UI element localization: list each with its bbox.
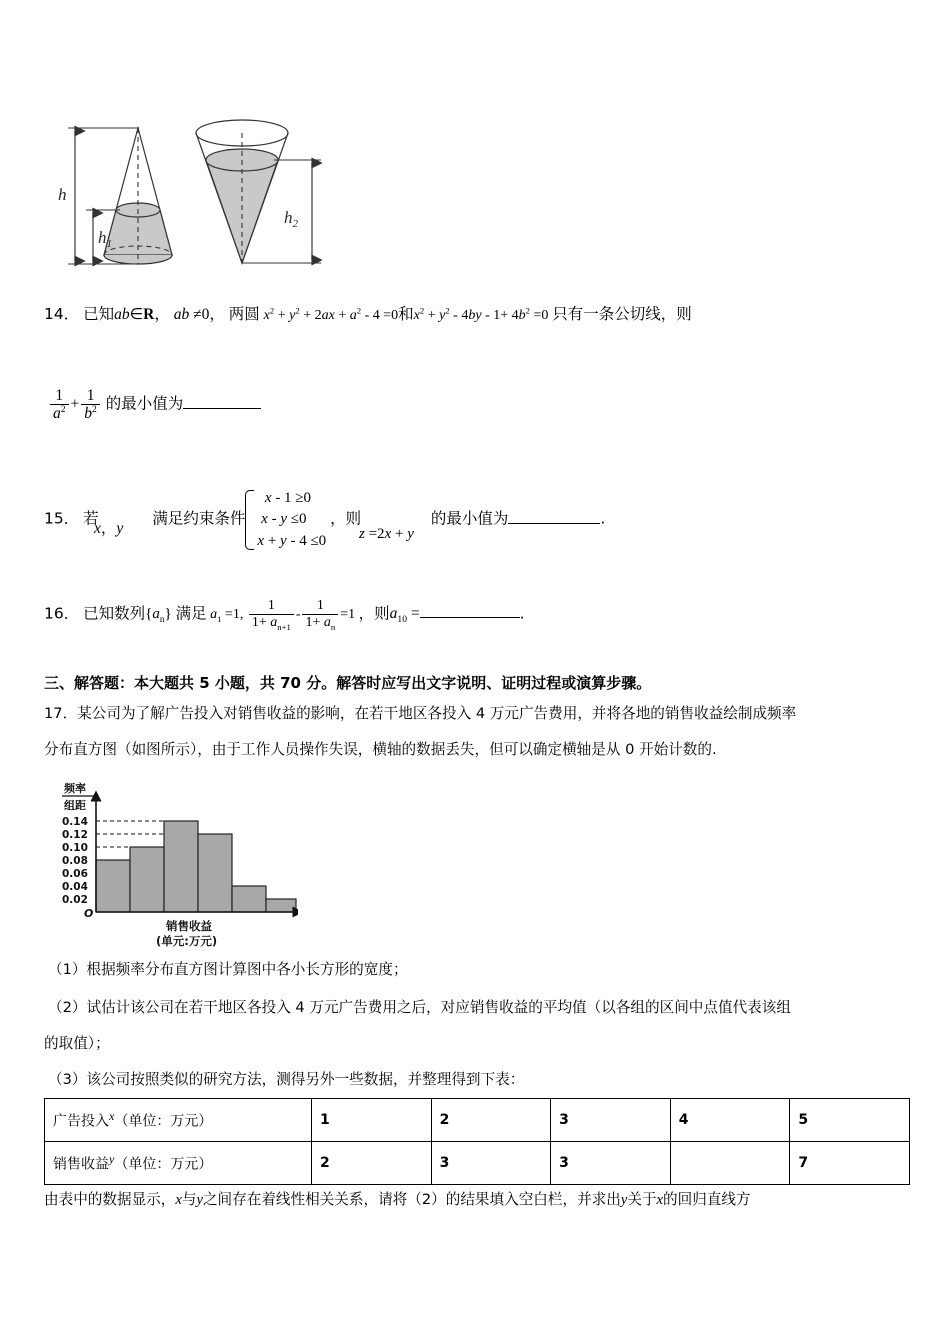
table-cell: 5	[790, 1099, 910, 1142]
question-17-last-line	[44, 1188, 934, 1209]
table-row	[45, 1099, 910, 1142]
q17-last-pre: 由表中的数据显示，	[44, 1191, 176, 1208]
table-cell: 3	[431, 1142, 551, 1185]
question-17-part-2-line1: （2）试估计该公司在若干地区各投入 4 万元广告费用之后，对应销售收益的平均值（以各组的区间中点值代表该组	[48, 999, 791, 1016]
q17-last-var-x: x	[175, 1192, 182, 1208]
q17-text-line1: 某公司为了解广告投入对销售收益的影响，在若干地区各投入 4 万元广告费用，并将各地的销售收益绘制成频率	[77, 705, 797, 722]
q17-last-mid1: 与	[181, 1191, 197, 1208]
table-cell: 1	[311, 1099, 431, 1142]
question-15	[44, 488, 684, 552]
q15-min-text: 的最小值为	[430, 509, 509, 528]
svg-text:0.02: 0.02	[62, 894, 88, 906]
q16-target-term: $a_{10}$ =	[389, 605, 420, 626]
q17-last-var-y2: y	[620, 1192, 628, 1208]
question-14	[44, 306, 924, 323]
table-cell: 2	[311, 1142, 431, 1185]
cone-label-h: h	[58, 185, 67, 204]
regression-data-table	[44, 1098, 910, 1185]
q14-conjunction: 和	[398, 305, 414, 323]
histogram-bar	[266, 899, 296, 912]
svg-text:O: O	[84, 907, 94, 920]
question-17-part-3: （3）该公司按照类似的研究方法，测得另外一些数据，并整理得到下表：	[48, 1071, 525, 1088]
histogram-bar	[96, 860, 130, 912]
question-17-part-1: （1）根据频率分布直方图计算图中各小长方形的宽度；	[48, 961, 408, 978]
q15-period: .	[600, 509, 606, 528]
question-17-part-2-line2: 的取值）；	[44, 1035, 110, 1052]
svg-text:销售收益: 销售收益	[166, 919, 212, 933]
frequency-histogram-figure	[48, 778, 298, 950]
q16-answer-blank[interactable]	[420, 603, 520, 619]
q14-condition-1: ab∈R	[114, 306, 155, 323]
histogram-bar	[232, 886, 266, 912]
q14-frac1-numerator: 1	[50, 387, 69, 405]
q17-last-var-x2: x	[656, 1192, 664, 1208]
table-row-1-label: 广告投入x（单位：万元）	[45, 1099, 312, 1142]
q14-frac2-denominator: $b^2$	[84, 404, 97, 423]
svg-text:0.14: 0.14	[62, 816, 88, 828]
histogram-svg	[48, 778, 298, 950]
q14-fraction-2	[81, 387, 100, 423]
q15-objective-function: z =2x + y	[359, 526, 414, 542]
table-cell: 2	[431, 1099, 551, 1142]
q14-frac1-denominator: $a^2$	[53, 404, 66, 423]
question-17-line-1	[44, 702, 926, 723]
histogram-y-tick-labels	[62, 816, 93, 920]
question-14-expression	[48, 387, 548, 423]
q15-then-text: ，则	[330, 509, 362, 528]
table-row-2-variable: y	[109, 1152, 115, 1167]
q14-comma-2: ，	[209, 305, 225, 323]
q16-period: .	[519, 604, 525, 623]
q14-frac2-numerator: 1	[81, 387, 100, 405]
question-16	[44, 598, 684, 632]
q15-satisfy-text: 满足约束条件	[152, 509, 246, 528]
svg-text:0.12: 0.12	[62, 829, 88, 841]
q16-then-text: ，则	[358, 604, 390, 623]
q14-number: 14．	[44, 305, 80, 323]
svg-text:频率: 频率	[64, 782, 86, 795]
q15-number: 15．	[44, 509, 80, 528]
q15-constraint-system	[245, 488, 326, 552]
table-cell: 7	[790, 1142, 910, 1185]
table-cell: 4	[670, 1099, 790, 1142]
table-cell: 3	[551, 1142, 671, 1185]
system-brace	[245, 490, 254, 550]
section-3-heading: 三、解答题：本大题共 5 小题，共 70 分。解答时应写出文字说明、证明过程或演算步骤。	[44, 674, 652, 692]
q14-answer-blank[interactable]	[183, 393, 261, 409]
q16-known-text: 已知数列	[83, 604, 146, 623]
q17-last-mid2: 之间存在着线性相关关系，请将（2）的结果填入空白栏，并求出	[202, 1191, 621, 1208]
histogram-bar	[164, 821, 198, 912]
q15-constraint-row: x - y ≤0	[261, 511, 307, 528]
svg-text:0.08: 0.08	[62, 855, 88, 867]
table-row-1-variable: x	[109, 1109, 115, 1124]
q16-sequence-symbol: $\{a_n\}$	[145, 606, 172, 626]
table-row-2-label: 销售收益y（单位：万元）	[45, 1142, 312, 1185]
q14-min-value-text: 的最小值为	[105, 394, 184, 413]
q14-plus-sign: +	[70, 395, 80, 413]
q15-answer-blank[interactable]	[508, 508, 600, 524]
histogram-y-axis-label	[62, 781, 96, 812]
cone-label-h2: $h_2$	[284, 208, 298, 230]
q16-number: 16．	[44, 604, 80, 623]
q14-known-text: 已知	[83, 305, 115, 323]
regression-data-table-wrapper	[44, 1098, 910, 1185]
q15-constraint-row: x + y - 4 ≤0	[257, 532, 327, 549]
question-17-line-2: 分布直方图（如图所示），由于工作人员操作失误，横轴的数据丢失，但可以确定横轴是从 0 开始计数的.	[44, 741, 717, 758]
q16-fraction-2: $\frac{1}{1+ a_n}$	[302, 598, 338, 632]
q14-condition-2: ab ≠0	[173, 306, 210, 323]
table-cell: 3	[551, 1099, 671, 1142]
svg-text:0.04: 0.04	[62, 881, 88, 893]
svg-text:0.10: 0.10	[62, 842, 88, 854]
histogram-bar	[198, 834, 232, 912]
table-row	[45, 1142, 910, 1185]
cone-figure	[46, 95, 346, 285]
q14-two-circles-text: 两圆	[228, 305, 260, 323]
histogram-bar	[130, 847, 164, 912]
q14-circle-equation-1: $x^2 + y^2 + 2ax + a^2 - 4 =0$	[263, 305, 399, 323]
q17-last-tail: 的回归直线方	[663, 1191, 751, 1208]
q17-last-mid3: 关于	[627, 1191, 657, 1208]
q14-fraction-1	[50, 387, 69, 423]
histogram-bars	[96, 821, 296, 912]
q15-variables: x，y	[94, 520, 124, 537]
q16-fraction-1: $\frac{1}{1+ a_{n+1}}$	[249, 598, 294, 632]
table-cell-blank[interactable]	[670, 1142, 790, 1185]
q15-if-text: 若	[83, 509, 99, 528]
q15-constraint-row: x - 1 ≥0	[264, 490, 312, 506]
q14-circle-equation-2: $x^2 + y^2 - 4by - 1+ 4b^2 =0$	[413, 305, 549, 323]
q17-last-var-y: y	[196, 1192, 203, 1208]
cone-label-h1: $h_1$	[98, 228, 112, 250]
svg-text:组距: 组距	[64, 799, 86, 812]
q14-comma-1: ，	[154, 305, 170, 323]
q16-recurrence: $a_1 =1$, $\frac{1}{1+ a_{n+1}}$ - $\frac{1}{1+ a_n}$ =1	[210, 598, 356, 632]
svg-text:(单元:万元): (单元:万元)	[156, 934, 218, 948]
svg-text:0.06: 0.06	[62, 868, 88, 880]
q16-satisfy-text: 满足	[175, 604, 207, 623]
q14-tail-text: 只有一条公切线，则	[552, 305, 692, 323]
q17-number: 17．	[44, 705, 78, 722]
histogram-x-axis-label	[156, 919, 217, 948]
